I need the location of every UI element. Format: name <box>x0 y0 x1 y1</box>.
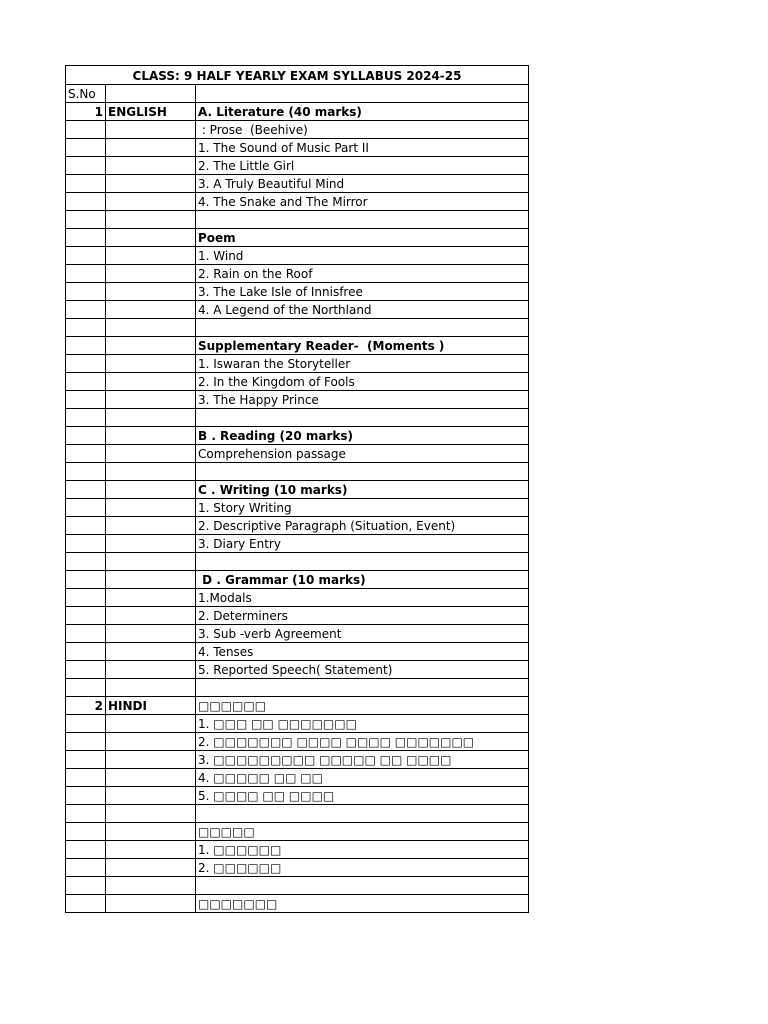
subject-cell[interactable] <box>106 175 196 193</box>
subject-cell[interactable] <box>106 769 196 787</box>
header-content-cell[interactable] <box>196 85 529 103</box>
content-cell[interactable] <box>196 463 529 481</box>
sno-cell[interactable] <box>66 121 106 139</box>
content-cell[interactable]: Supplementary Reader- (Moments ) <box>196 337 529 355</box>
subject-cell[interactable] <box>106 733 196 751</box>
sno-cell[interactable] <box>66 211 106 229</box>
sno-cell[interactable] <box>66 301 106 319</box>
content-cell[interactable]: 2. The Little Girl <box>196 157 529 175</box>
sno-cell[interactable] <box>66 517 106 535</box>
table-row <box>66 733 529 751</box>
sno-cell[interactable] <box>66 841 106 859</box>
sno-cell[interactable] <box>66 427 106 445</box>
table-row <box>66 535 529 553</box>
table-row <box>66 229 529 247</box>
content-cell[interactable]: 1. The Sound of Music Part II <box>196 139 529 157</box>
sno-cell[interactable] <box>66 391 106 409</box>
sno-cell[interactable] <box>66 643 106 661</box>
subject-cell[interactable] <box>106 625 196 643</box>
subject-cell[interactable] <box>106 859 196 877</box>
content-cell[interactable]: □□□□□□□ <box>196 895 529 913</box>
content-cell[interactable]: : Prose (Beehive) <box>196 121 529 139</box>
table-row <box>66 355 529 373</box>
sno-cell[interactable] <box>66 283 106 301</box>
content-cell[interactable]: 3. Sub -verb Agreement <box>196 625 529 643</box>
table-row <box>66 679 529 697</box>
content-cell[interactable]: 2. Rain on the Roof <box>196 265 529 283</box>
content-cell[interactable]: 4. A Legend of the Northland <box>196 301 529 319</box>
sno-cell[interactable] <box>66 661 106 679</box>
table-row <box>66 607 529 625</box>
subject-cell[interactable] <box>106 481 196 499</box>
sno-cell[interactable] <box>66 139 106 157</box>
sno-cell[interactable] <box>66 769 106 787</box>
table-row <box>66 121 529 139</box>
table-row <box>66 265 529 283</box>
subject-cell[interactable]: HINDI <box>106 697 196 715</box>
subject-cell[interactable] <box>106 517 196 535</box>
content-cell[interactable]: 4. The Snake and The Mirror <box>196 193 529 211</box>
table-row <box>66 373 529 391</box>
content-cell[interactable]: 3. A Truly Beautiful Mind <box>196 175 529 193</box>
sheet-title[interactable]: CLASS: 9 HALF YEARLY EXAM SYLLABUS 2024-25 <box>66 66 529 85</box>
content-cell[interactable] <box>196 211 529 229</box>
table-row <box>66 895 529 913</box>
sno-cell[interactable] <box>66 265 106 283</box>
table-row <box>66 571 529 589</box>
sno-cell[interactable] <box>66 805 106 823</box>
sno-cell[interactable] <box>66 589 106 607</box>
content-cell[interactable]: B . Reading (20 marks) <box>196 427 529 445</box>
sno-cell[interactable] <box>66 679 106 697</box>
content-cell[interactable]: Comprehension passage <box>196 445 529 463</box>
sno-cell[interactable] <box>66 337 106 355</box>
table-row <box>66 499 529 517</box>
table-row <box>66 139 529 157</box>
header-row <box>66 85 529 103</box>
content-cell[interactable] <box>196 679 529 697</box>
sno-cell[interactable] <box>66 373 106 391</box>
content-cell[interactable] <box>196 877 529 895</box>
subject-cell[interactable] <box>106 427 196 445</box>
sno-cell[interactable] <box>66 607 106 625</box>
subject-cell[interactable] <box>106 283 196 301</box>
header-sno-cell[interactable]: S.No <box>66 85 106 103</box>
content-cell[interactable]: 1. Story Writing <box>196 499 529 517</box>
subject-cell[interactable] <box>106 355 196 373</box>
subject-cell[interactable] <box>106 445 196 463</box>
subject-cell[interactable] <box>106 247 196 265</box>
subject-cell[interactable] <box>106 823 196 841</box>
subject-cell[interactable] <box>106 139 196 157</box>
sno-cell[interactable] <box>66 787 106 805</box>
content-cell[interactable] <box>196 409 529 427</box>
table-row <box>66 283 529 301</box>
sno-cell[interactable] <box>66 247 106 265</box>
subject-cell[interactable] <box>106 535 196 553</box>
sno-cell[interactable] <box>66 319 106 337</box>
subject-cell[interactable] <box>106 391 196 409</box>
table-row <box>66 859 529 877</box>
table-row <box>66 409 529 427</box>
content-cell[interactable]: 3. □□□□□□□□□ □□□□□ □□ □□□□ <box>196 751 529 769</box>
table-row <box>66 517 529 535</box>
content-cell[interactable]: 5. Reported Speech( Statement) <box>196 661 529 679</box>
content-cell[interactable]: 3. The Lake Isle of Innisfree <box>196 283 529 301</box>
subject-cell[interactable] <box>106 679 196 697</box>
subject-cell[interactable] <box>106 751 196 769</box>
sno-cell[interactable] <box>66 481 106 499</box>
subject-cell[interactable] <box>106 373 196 391</box>
content-cell[interactable]: 1. Wind <box>196 247 529 265</box>
table-row <box>66 589 529 607</box>
content-cell[interactable] <box>196 553 529 571</box>
sno-cell[interactable] <box>66 823 106 841</box>
sno-cell[interactable] <box>66 571 106 589</box>
content-cell[interactable]: 2. □□□□□□□ □□□□ □□□□ □□□□□□□ <box>196 733 529 751</box>
sno-cell[interactable] <box>66 715 106 733</box>
subject-cell[interactable] <box>106 409 196 427</box>
content-cell[interactable]: C . Writing (10 marks) <box>196 481 529 499</box>
subject-cell[interactable] <box>106 841 196 859</box>
content-cell[interactable]: Poem <box>196 229 529 247</box>
sno-cell[interactable] <box>66 553 106 571</box>
subject-cell[interactable]: ENGLISH <box>106 103 196 121</box>
subject-cell[interactable] <box>106 805 196 823</box>
table-row <box>66 751 529 769</box>
syllabus-table <box>65 65 529 913</box>
subject-cell[interactable] <box>106 787 196 805</box>
subject-cell[interactable] <box>106 715 196 733</box>
subject-cell[interactable] <box>106 499 196 517</box>
title-row <box>66 66 529 85</box>
table-row <box>66 211 529 229</box>
subject-cell[interactable] <box>106 661 196 679</box>
subject-cell[interactable] <box>106 877 196 895</box>
subject-cell[interactable] <box>106 337 196 355</box>
table-row <box>66 391 529 409</box>
sno-cell[interactable] <box>66 499 106 517</box>
sno-cell[interactable]: 1 <box>66 103 106 121</box>
table-row <box>66 769 529 787</box>
sno-cell[interactable] <box>66 877 106 895</box>
table-row <box>66 643 529 661</box>
sno-cell[interactable] <box>66 535 106 553</box>
table-row <box>66 787 529 805</box>
content-cell[interactable] <box>196 319 529 337</box>
content-cell[interactable]: 3. Diary Entry <box>196 535 529 553</box>
table-row <box>66 301 529 319</box>
table-row <box>66 103 529 121</box>
content-cell[interactable]: 2. Descriptive Paragraph (Situation, Event) <box>196 517 529 535</box>
subject-cell[interactable] <box>106 319 196 337</box>
table-row <box>66 445 529 463</box>
content-cell[interactable]: 2. □□□□□□ <box>196 859 529 877</box>
table-row <box>66 175 529 193</box>
content-cell[interactable]: □□□□□□ <box>196 697 529 715</box>
subject-cell[interactable] <box>106 463 196 481</box>
content-cell[interactable]: 1.Modals <box>196 589 529 607</box>
sno-cell[interactable] <box>66 625 106 643</box>
sno-cell[interactable] <box>66 355 106 373</box>
subject-cell[interactable] <box>106 301 196 319</box>
header-subject-cell[interactable] <box>106 85 196 103</box>
content-cell[interactable]: 4. □□□□□ □□ □□ <box>196 769 529 787</box>
sno-cell[interactable] <box>66 175 106 193</box>
table-row <box>66 625 529 643</box>
table-row <box>66 715 529 733</box>
table-row <box>66 337 529 355</box>
table-row <box>66 877 529 895</box>
content-cell[interactable]: 4. Tenses <box>196 643 529 661</box>
table-row <box>66 697 529 715</box>
subject-cell[interactable] <box>106 895 196 913</box>
subject-cell[interactable] <box>106 229 196 247</box>
sno-cell[interactable] <box>66 859 106 877</box>
sno-cell[interactable] <box>66 751 106 769</box>
table-row <box>66 553 529 571</box>
content-cell[interactable]: 2. Determiners <box>196 607 529 625</box>
subject-cell[interactable] <box>106 643 196 661</box>
sno-cell[interactable] <box>66 733 106 751</box>
table-row <box>66 319 529 337</box>
table-row <box>66 805 529 823</box>
subject-cell[interactable] <box>106 121 196 139</box>
sno-cell[interactable] <box>66 193 106 211</box>
content-cell[interactable] <box>196 805 529 823</box>
sno-cell[interactable] <box>66 445 106 463</box>
sno-cell[interactable] <box>66 895 106 913</box>
content-cell[interactable]: 1. □□□□□□ <box>196 841 529 859</box>
table-row <box>66 157 529 175</box>
sno-cell[interactable]: 2 <box>66 697 106 715</box>
table-row <box>66 823 529 841</box>
sno-cell[interactable] <box>66 463 106 481</box>
table-row <box>66 841 529 859</box>
subject-cell[interactable] <box>106 211 196 229</box>
content-cell[interactable]: 1. Iswaran the Storyteller <box>196 355 529 373</box>
subject-cell[interactable] <box>106 589 196 607</box>
content-cell[interactable]: 5. □□□□ □□ □□□□ <box>196 787 529 805</box>
subject-cell[interactable] <box>106 607 196 625</box>
syllabus-sheet <box>65 65 528 913</box>
content-cell[interactable]: 3. The Happy Prince <box>196 391 529 409</box>
content-cell[interactable]: D . Grammar (10 marks) <box>196 571 529 589</box>
table-row <box>66 427 529 445</box>
table-row <box>66 481 529 499</box>
content-cell[interactable]: □□□□□ <box>196 823 529 841</box>
table-row <box>66 463 529 481</box>
sno-cell[interactable] <box>66 157 106 175</box>
content-cell[interactable]: 1. □□□ □□ □□□□□□□ <box>196 715 529 733</box>
subject-cell[interactable] <box>106 571 196 589</box>
subject-cell[interactable] <box>106 553 196 571</box>
sno-cell[interactable] <box>66 229 106 247</box>
subject-cell[interactable] <box>106 193 196 211</box>
table-row <box>66 661 529 679</box>
subject-cell[interactable] <box>106 265 196 283</box>
subject-cell[interactable] <box>106 157 196 175</box>
content-cell[interactable]: 2. In the Kingdom of Fools <box>196 373 529 391</box>
sno-cell[interactable] <box>66 409 106 427</box>
table-row <box>66 193 529 211</box>
content-cell[interactable]: A. Literature (40 marks) <box>196 103 529 121</box>
table-row <box>66 247 529 265</box>
